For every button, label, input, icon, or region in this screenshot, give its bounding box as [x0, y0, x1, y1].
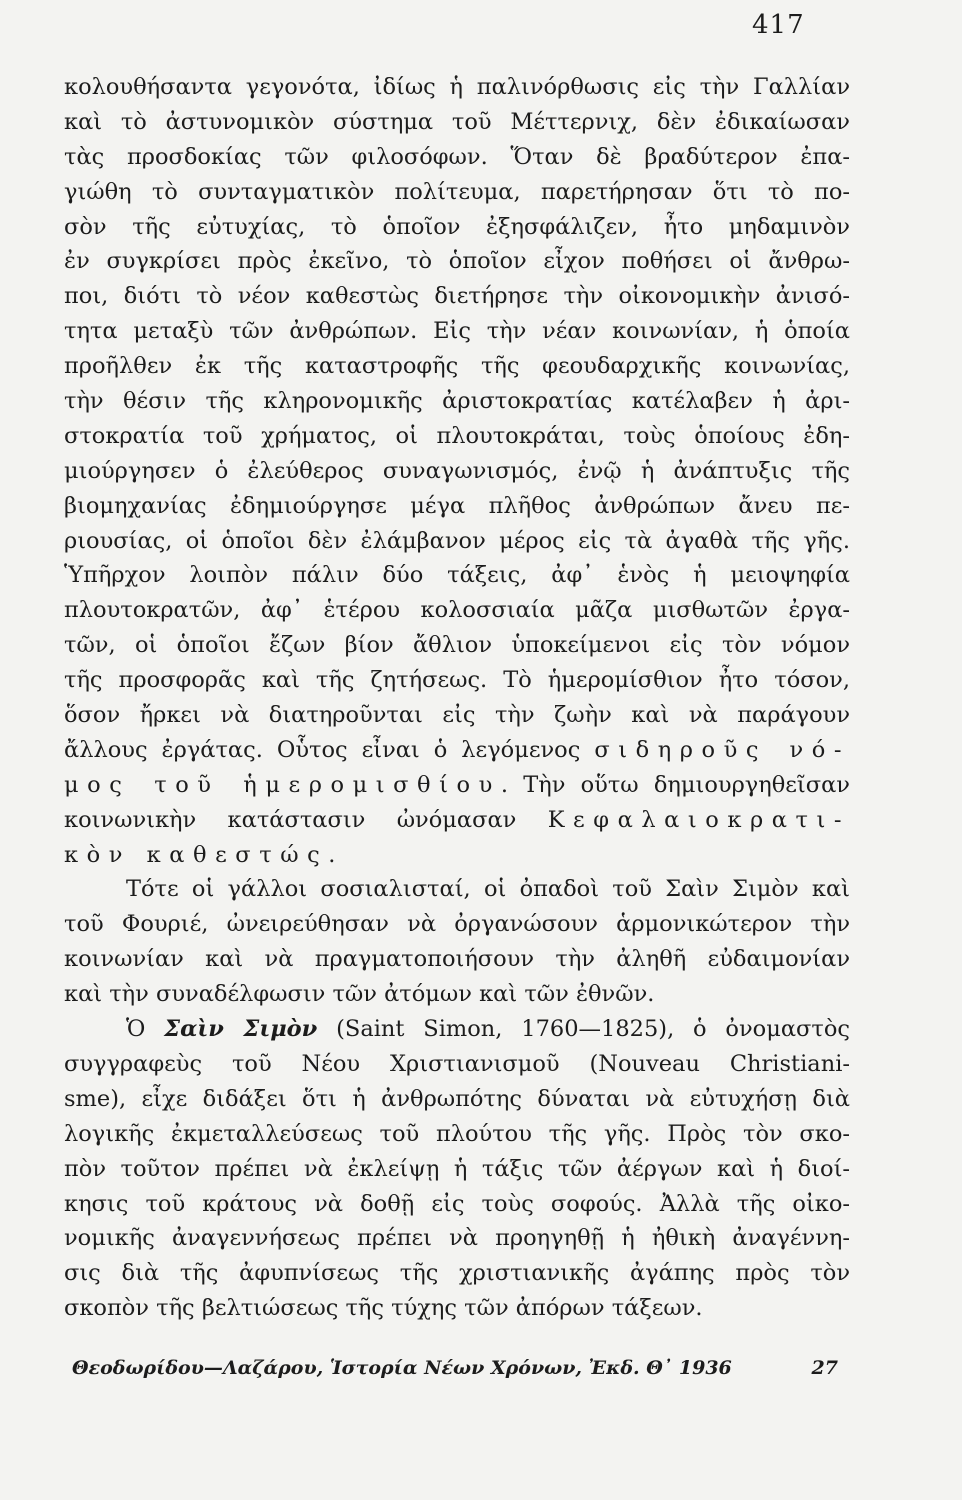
text-line [64, 175, 850, 210]
text-run: . Τὴν οὕτω δημιουργηθεῖσαν [500, 771, 850, 798]
text-run: Ὁ [126, 1016, 165, 1043]
text-line [64, 1047, 850, 1082]
text-run: πὸν τοῦτον πρέπει νὰ ἐκλείψῃ ἡ τάξις τῶν ἀέργων καὶ ἡ διοί- [64, 1155, 850, 1182]
text-line [64, 872, 850, 907]
text-run: βιομηχανίας ἐδημιούργησε μέγα πλῆθος ἀνθρώπων ἄνευ πε- [64, 492, 850, 519]
text-run: καὶ τὴν συναδέλφωσιν τῶν ἀτόμων καὶ τῶν ἐθνῶν. [64, 981, 655, 1008]
text-line [64, 803, 850, 838]
text-run: τὴν θέσιν τῆς κληρονομικῆς ἀριστοκρατίας κατέλαβεν ἡ ἀρι- [64, 388, 850, 415]
text-line [64, 384, 850, 419]
text-line [64, 105, 850, 140]
text-run: κοινωνίαν καὶ νὰ πραγματοποιήσουν τὴν ἀληθῆ εὐδαιμονίαν [64, 946, 850, 973]
text-line [64, 140, 850, 175]
footer-signature-mark: 27 [811, 1357, 838, 1379]
page-number: 417 [752, 10, 805, 40]
text-line [64, 1117, 850, 1152]
text-run: λογικῆς ἐκμεταλλεύσεως τοῦ πλούτου τῆς γῆς. Πρὸς τὸν σκο- [64, 1120, 850, 1147]
text-run: προῆλθεν ἐκ τῆς καταστροφῆς τῆς φεουδαρχικῆς κοινωνίας, [64, 353, 850, 380]
text-run: ποι, διότι τὸ νέον καθεστὼς διετήρησε τὴν οἰκονομικὴν ἀνισό- [64, 283, 850, 310]
text-run: . [328, 841, 336, 868]
text-line [64, 70, 850, 105]
text-run: Ὑπῆρχον λοιπὸν πάλιν δύο τάξεις, ἀφ᾽ ἑνὸς ἡ μειοψηφία [64, 562, 850, 589]
spaced-emphasis: Κεφαλαιοκρατι- [547, 806, 850, 833]
text-line [64, 210, 850, 245]
text-run: καὶ τὸ ἀστυνομικὸν σύστημα τοῦ Μέττερνιχ, δὲν ἐδικαίωσαν [64, 108, 850, 135]
text-run: τητα μεταξὺ τῶν ἀνθρώπων. Εἰς τὴν νέαν κοινωνίαν, ἡ ὁποία [64, 318, 850, 345]
text-run: (Saint Simon, 1760—1825), ὁ ὀνομαστὸς [317, 1016, 850, 1043]
text-run: ριουσίας, οἱ ὁποῖοι δὲν ἐλάμβανον μέρος εἰς τὰ ἀγαθὰ τῆς γῆς. [64, 527, 850, 554]
text-run: sme), εἶχε διδάξει ὅτι ἡ ἀνθρωπότης δύναται νὰ εὐτυχήσῃ διὰ [64, 1085, 850, 1112]
text-run: σις διὰ τῆς ἀφυπνίσεως τῆς χριστιανικῆς ἀγάπης πρὸς τὸν [64, 1260, 850, 1287]
text-line [64, 1152, 850, 1187]
text-line [64, 489, 850, 524]
spaced-emphasis: σιδηροῦς νό- [594, 736, 850, 763]
text-line [64, 454, 850, 489]
text-run: συγγραφεὺς τοῦ Νέου Χριστιανισμοῦ (Nouveau Christiani- [64, 1050, 850, 1077]
text-line [64, 244, 850, 279]
page-footer [72, 1357, 838, 1379]
text-line [64, 663, 850, 698]
spaced-emphasis: μος τοῦ ἡμερομισθίου [64, 771, 501, 798]
text-run: τῆς προσφορᾶς καὶ τῆς ζητήσεως. Τὸ ἡμερομίσθιον ἦτο τόσον, [64, 667, 850, 694]
text-run: νομικῆς ἀναγεννήσεως πρέπει νὰ προηγηθῇ ἡ ἠθικὴ ἀναγέννη- [64, 1225, 850, 1252]
text-line [64, 419, 850, 454]
bold-italic-name: Σαὶν Σιμὸν [164, 1016, 318, 1043]
text-line [64, 628, 850, 663]
footer-citation: Θεοδωρίδου—Λαζάρου, Ἱστορία Νέων Χρόνων, Ἐκδ. Θ᾽ 1936 [72, 1357, 732, 1379]
text-run: τὰς προσδοκίας τῶν φιλοσόφων. Ὅταν δὲ βραδύτερον ἐπα- [64, 143, 850, 170]
text-line [64, 1082, 850, 1117]
text-run: ἄλλους ἐργάτας. Οὗτος εἶναι ὁ λεγόμενος [64, 736, 595, 763]
text-run: πλουτοκρατῶν, ἀφ᾽ ἑτέρου κολοσσιαία μᾶζα μισθωτῶν ἐργα- [64, 597, 850, 624]
text-line [64, 593, 850, 628]
text-line [64, 1187, 850, 1222]
text-line [64, 279, 850, 314]
text-run: στοκρατία τοῦ χρήματος, οἱ πλουτοκράται, τοὺς ὁποίους ἐδη- [64, 422, 850, 449]
text-line [64, 977, 850, 1012]
text-line [64, 314, 850, 349]
text-run: σκοπὸν τῆς βελτιώσεως τῆς τύχης τῶν ἀπόρων τάξεων. [64, 1295, 703, 1322]
text-run: τοῦ Φουριέ, ὠνειρεύθησαν νὰ ὀργανώσουν ἁρμονικώτερον τὴν [64, 911, 850, 938]
text-run: σὸν τῆς εὐτυχίας, τὸ ὁποῖον ἐξησφάλιζεν, ἦτο μηδαμινὸν [64, 213, 850, 240]
text-line [64, 1012, 850, 1047]
spaced-emphasis: κὸν καθεστώς [64, 841, 329, 868]
body-text [64, 70, 850, 1326]
text-run: μιούργησεν ὁ ἐλεύθερος συναγωνισμός, ἐνῷ ἡ ἀνάπτυξις τῆς [64, 457, 850, 484]
text-line [64, 768, 850, 803]
text-line [64, 524, 850, 559]
text-line [64, 1291, 850, 1326]
text-line [64, 1221, 850, 1256]
text-line [64, 558, 850, 593]
paragraph [64, 1012, 850, 1326]
text-line [64, 942, 850, 977]
text-line [64, 733, 850, 768]
paragraph [64, 872, 850, 1012]
text-line [64, 349, 850, 384]
text-run: ὅσον ἤρκει νὰ διατηροῦνται εἰς τὴν ζωὴν καὶ νὰ παράγουν [64, 702, 850, 729]
text-line [64, 1256, 850, 1291]
text-run: ἐν συγκρίσει πρὸς ἐκεῖνο, τὸ ὁποῖον εἶχον ποθήσει οἱ ἄνθρω- [64, 248, 850, 275]
text-run: κησις τοῦ κράτους νὰ δοθῇ εἰς τοὺς σοφούς. Ἀλλὰ τῆς οἰκο- [64, 1190, 850, 1217]
text-run: γιώθη τὸ συνταγματικὸν πολίτευμα, παρετήρησαν ὅτι τὸ πο- [64, 178, 850, 205]
text-line [64, 698, 850, 733]
paragraph [64, 70, 850, 872]
text-run: Τότε οἱ γάλλοι σοσιαλισταί, οἱ ὀπαδοὶ τοῦ Σαὶν Σιμὸν καὶ [126, 876, 850, 903]
text-run: κοινωνικὴν κατάστασιν ὠνόμασαν [64, 806, 548, 833]
text-line [64, 907, 850, 942]
text-run: τῶν, οἱ ὁποῖοι ἔζων βίον ἄθλιον ὑποκείμενοι εἰς τὸν νόμον [64, 632, 850, 659]
text-line [64, 838, 850, 873]
text-run: κολουθήσαντα γεγονότα, ἰδίως ἡ παλινόρθωσις εἰς τὴν Γαλλίαν [64, 74, 850, 100]
